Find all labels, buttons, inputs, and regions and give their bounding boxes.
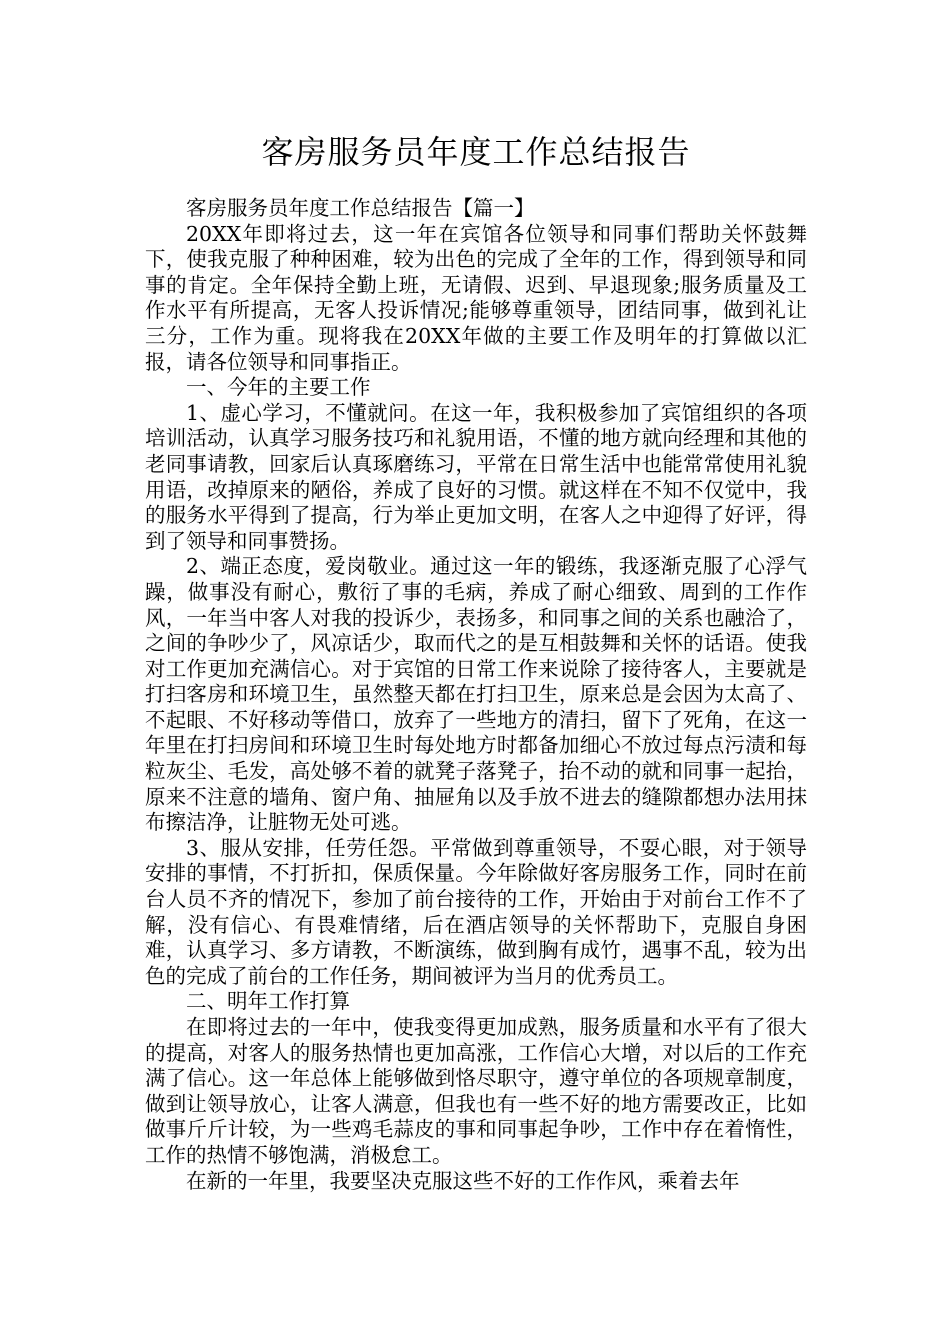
item-paragraph-3: 3、服从安排，任劳任怨。平常做到尊重领导，不耍心眼，对于领导安排的事情，不打折扣，保质保量。今年除做好客房服务工作，同时在前台人员不齐的情况下，参加了前台接待的工作，开始由于对前台工作不了解，没有信心、有畏难情绪，后在酒店领导的关怀帮助下，克服自身困难，认真学习、多方请教，不断演练，做到胸有成竹，遇事不乱，较为出色的完成了前台的工作任务，期间被评为当月的优秀员工。 — [145, 835, 807, 988]
item-paragraph-2: 2、端正态度，爱岗敬业。通过这一年的锻练，我逐渐克服了心浮气躁，做事没有耐心，敷衍了事的毛病，养成了耐心细致、周到的工作作风，一年当中客人对我的投诉少，表扬多，和同事之间的关系也融洽了，之间的争吵少了，风凉话少，取而代之的是互相鼓舞和关怀的话语。使我对工作更加充满信心。对于宾馆的日常工作来说除了接待客人，主要就是打扫客房和环境卫生，虽然整天都在打扫卫生，原来总是会因为太高了、不起眼、不好移动等借口，放弃了一些地方的清扫，留下了死角，在这一年里在打扫房间和环境卫生时每处地方时都备加细心不放过每点污渍和每粒灰尘、毛发，高处够不着的就凳子落凳子，抬不动的就和同事一起抬，原来不注意的墙角、窗户角、抽屉角以及手放不进去的缝隙都想办法用抹布擦洁净，让脏物无处可逃。 — [145, 554, 807, 835]
document-subtitle: 客房服务员年度工作总结报告【篇一】 — [186, 196, 535, 220]
next-year-paragraph-2: 在新的一年里，我要坚决克服这些不好的工作作风，乘着去年 — [186, 1168, 740, 1193]
item-paragraph-1: 1、虚心学习，不懂就问。在这一年，我积极参加了宾馆组织的各项培训活动，认真学习服务技巧和礼貌用语，不懂的地方就向经理和其他的老同事请教，回家后认真琢磨练习，平常在日常生活中也能常常使用礼貌用语，改掉原来的陋俗，养成了良好的习惯。就这样在不知不仅觉中，我的服务水平得到了提高，行为举止更加文明，在客人之中迎得了好评，得到了领导和同事赞扬。 — [145, 400, 807, 553]
section-heading-this-year: 一、今年的主要工作 — [186, 375, 371, 400]
section-heading-next-year: 二、明年工作打算 — [186, 989, 350, 1014]
intro-paragraph: 20XX年即将过去，这一年在宾馆各位领导和同事们帮助关怀鼓舞下，使我克服了种种困难，较为出色的完成了全年的工作，得到领导和同事的肯定。全年保持全勤上班，无请假、迟到、早退现象;服务质量及工作水平有所提高，无客人投诉情况;能够尊重领导，团结同事，做到礼让三分，工作为重。现将我在20XX年做的主要工作及明年的打算做以汇报，请各位领导和同事指正。 — [145, 221, 807, 374]
next-year-paragraph-1: 在即将过去的一年中，使我变得更加成熟，服务质量和水平有了很大的提高，对客人的服务热情也更加高涨，工作信心大增，对以后的工作充满了信心。这一年总体上能够做到恪尽职守，遵守单位的各项规章制度，做到让领导放心，让客人满意，但我也有一些不好的地方需要改正，比如做事斤斤计较，为一些鸡毛蒜皮的事和同事起争吵，工作中存在着惰性，工作的热情不够饱满，消极怠工。 — [145, 1015, 807, 1167]
document-page — [145, 130, 807, 1194]
document-title: 客房服务员年度工作总结报告 — [261, 133, 691, 171]
